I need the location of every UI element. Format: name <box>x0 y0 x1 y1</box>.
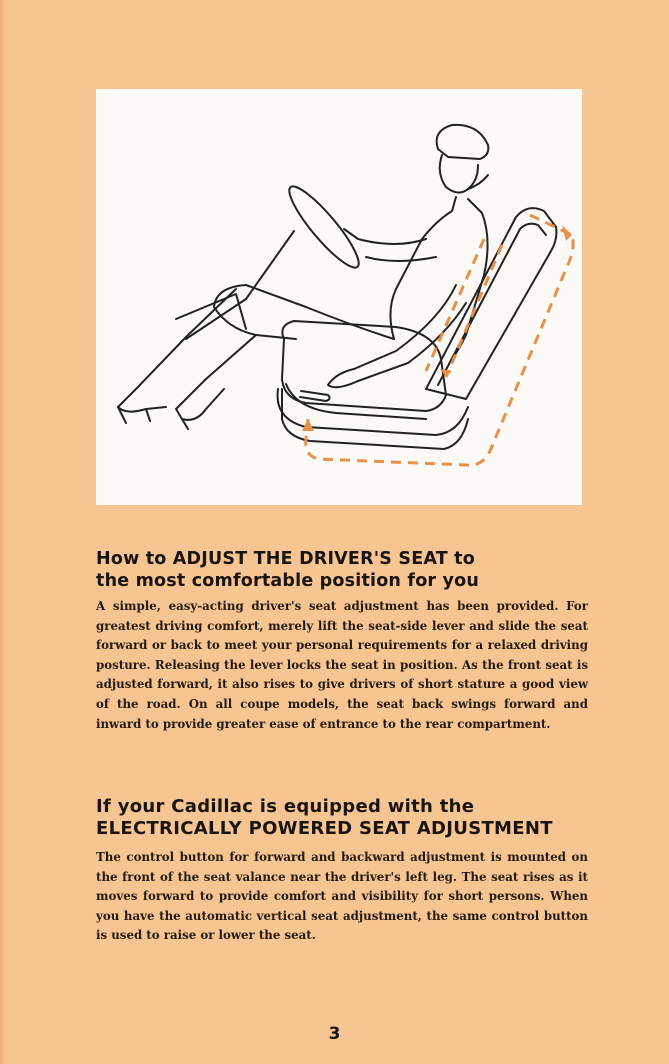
heading-line: ELECTRICALLY POWERED SEAT ADJUSTMENT <box>96 818 553 839</box>
seat-drawing <box>96 89 582 505</box>
section-heading-seat-adjust <box>96 548 479 592</box>
driver-figure <box>118 125 488 429</box>
heading-line: If your Cadillac is equipped with the <box>96 796 475 817</box>
driver-seat-illustration <box>96 89 582 505</box>
heading-line: How to ADJUST THE DRIVER'S SEAT to <box>96 549 475 569</box>
arrow-heads <box>302 225 572 431</box>
seat-lever <box>300 391 330 401</box>
steering-wheel <box>281 179 366 274</box>
page-number: 3 <box>328 1024 341 1044</box>
adjustment-arrows <box>306 215 573 465</box>
electric-seat-paragraph: The control button for forward and backward adjustment is mounted on the front of the seat valance near the driver's left leg. The seat rises as it moves forward to provide comfort and visibility for short persons. When you have the automatic vertical seat adjustment, the same control button is used to raise or lower the seat. <box>96 850 588 943</box>
seat-adjust-paragraph: A simple, easy-acting driver's seat adjustment has been provided. For greatest driving comfort, merely lift the seat-side lever and slide the seat forward or back to meet your personal requirements for a relaxed driving posture. Releasing the lever locks the seat in position. As the front seat is adjusted forward, it also rises to give drivers of short stature a good view of the road. On all coupe models, the seat back swings forward and inward to provide greater ease of entrance to the rear compartment. <box>96 599 588 731</box>
heading-line: the most comfortable position for you <box>96 571 480 591</box>
section-heading-electric-seat <box>96 796 553 840</box>
page-edge <box>0 0 6 1064</box>
